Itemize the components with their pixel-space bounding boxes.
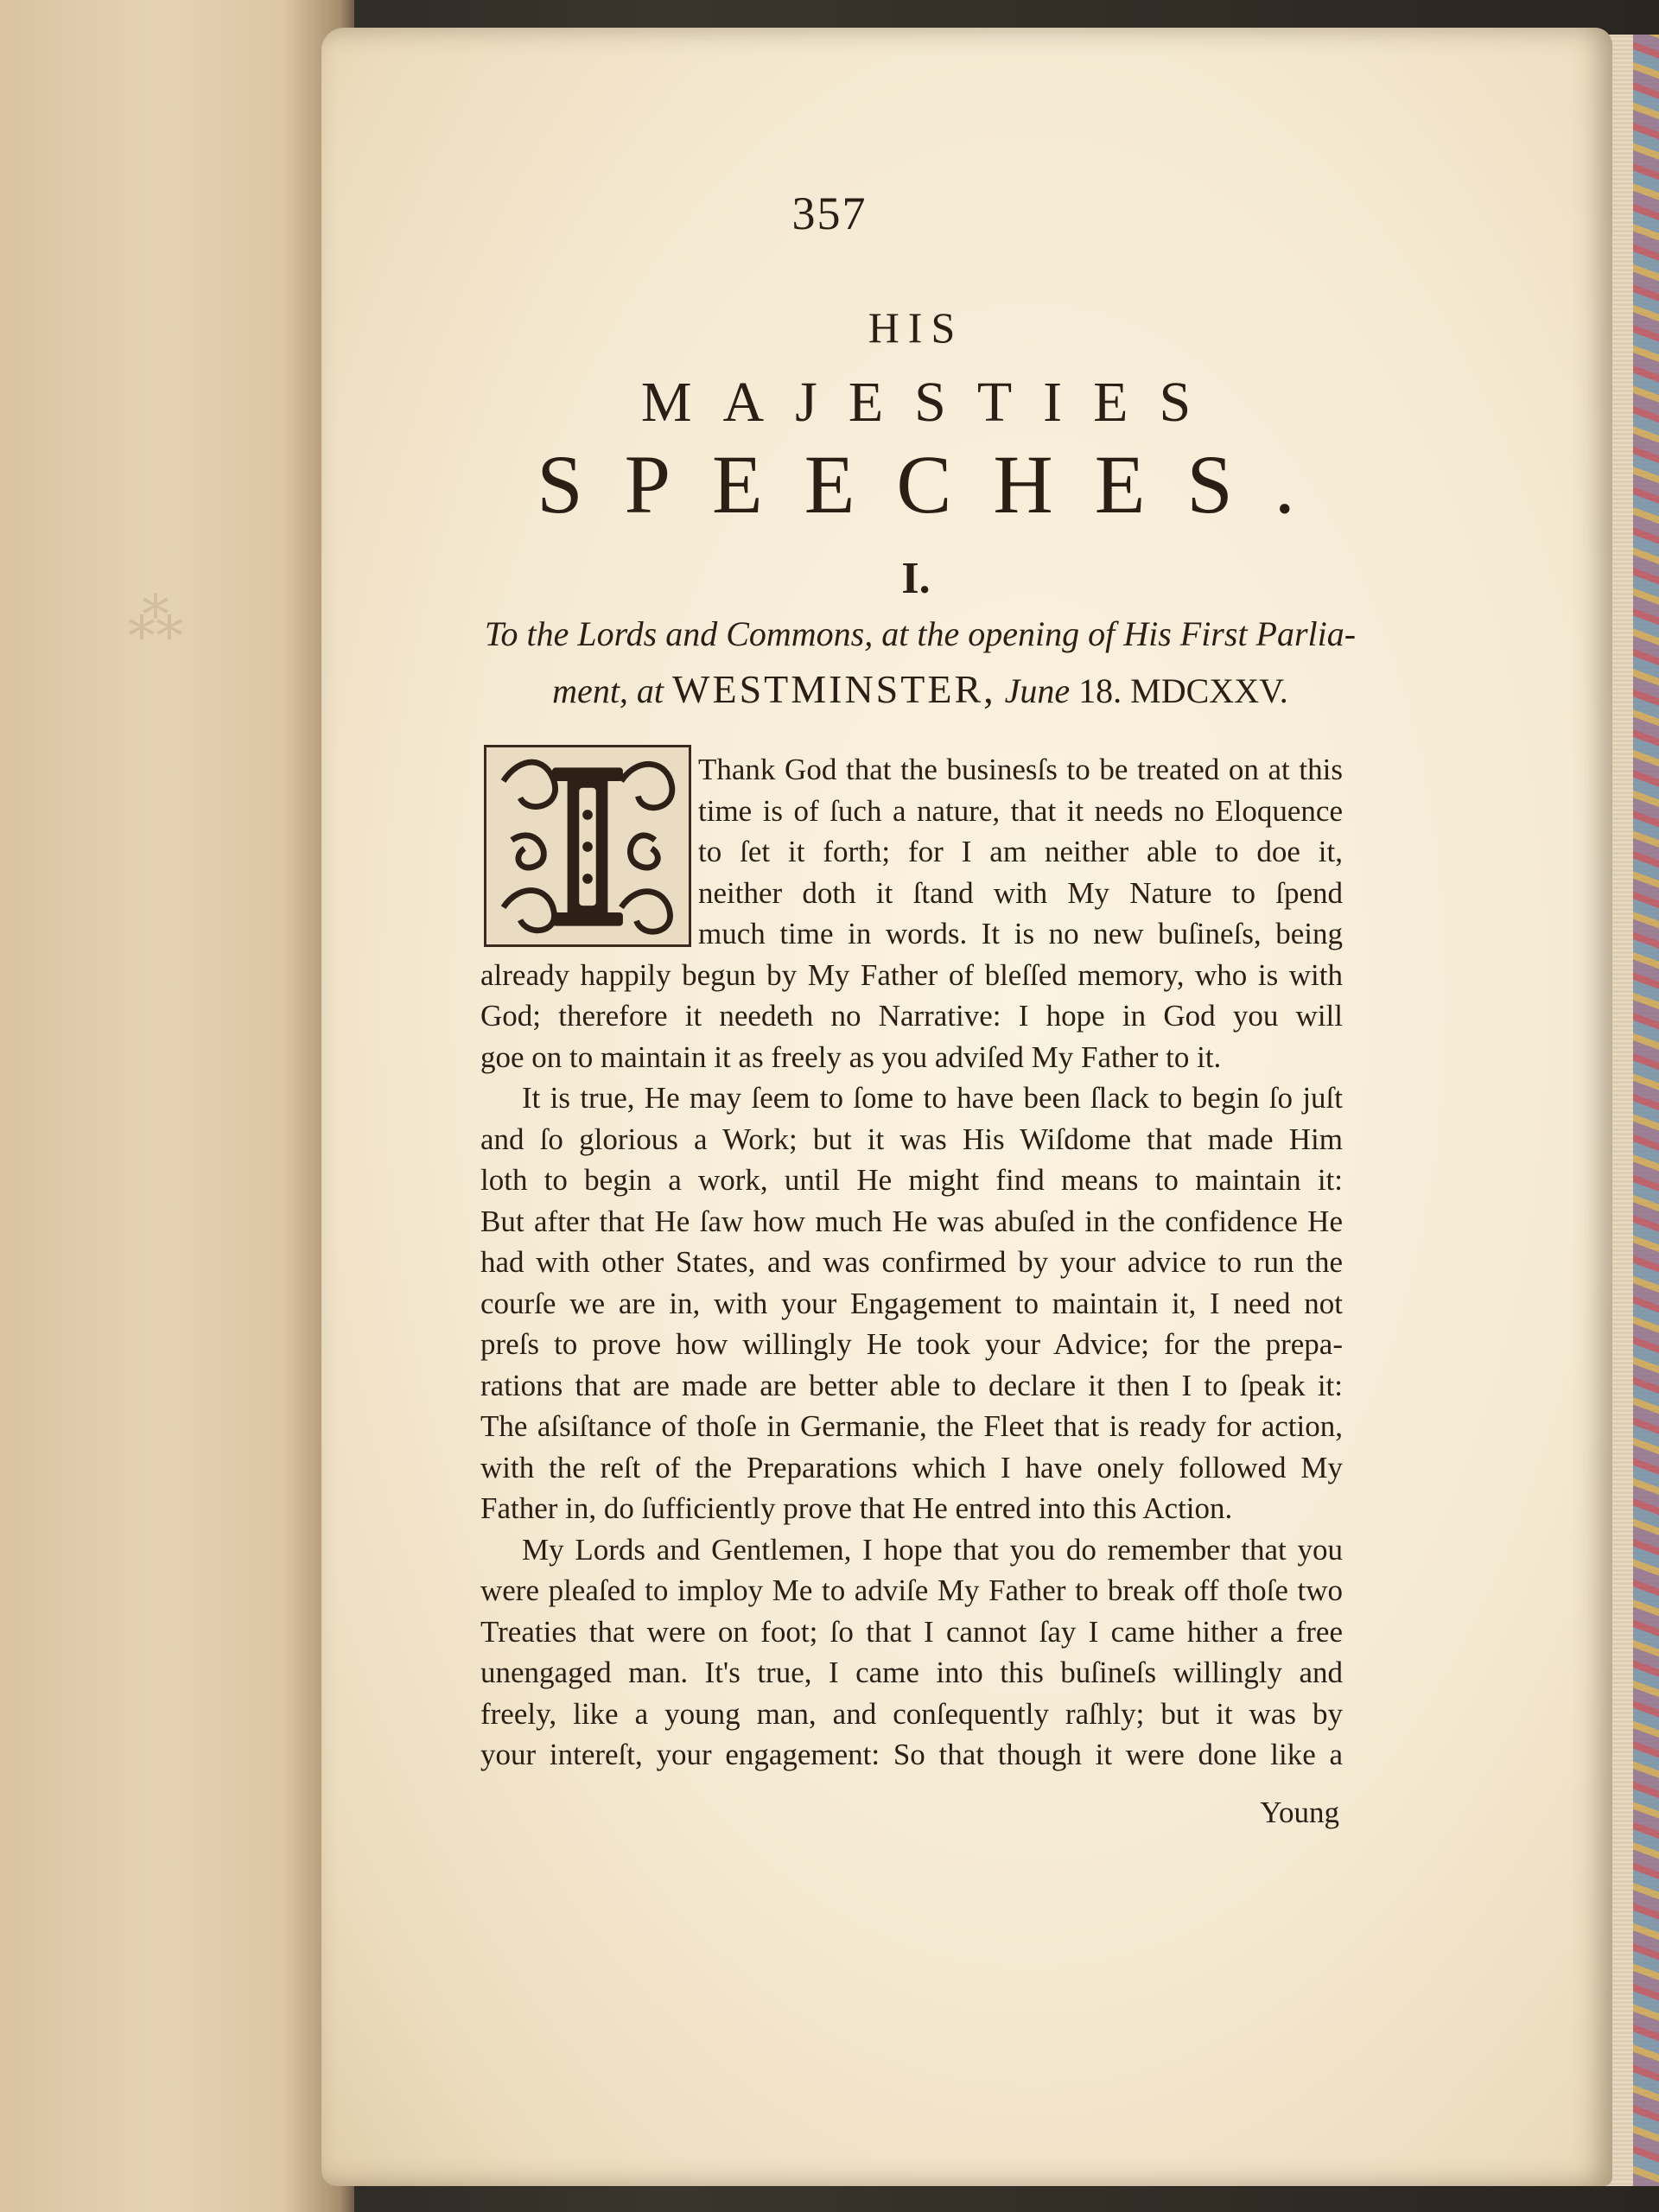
body-line: The aſsiſtance of thoſe in Germanie, the Fleet that is ready for action, <box>480 1409 1343 1443</box>
body-line: much time in words. It is no new buſineſs, being <box>698 917 1343 950</box>
body-line: goe on to maintain it as freely as you adviſed My Father to it. <box>480 1039 1222 1074</box>
subtitle-ment-at: ment, at <box>552 671 664 710</box>
body-line: unengaged man. It's true, I came into this buſineſs willingly and <box>480 1656 1343 1689</box>
show-through-text: ⁂ <box>121 588 183 652</box>
body-line: freely, like a young man, and conſequently raſhly; but it was by <box>480 1696 1343 1731</box>
heading-majesties: MAJESTIES <box>640 371 1223 434</box>
subtitle-date: 18. MDCXXV. <box>1078 671 1288 710</box>
body-line: preſs to prove how willingly He took your Advice; for the prepa- <box>480 1327 1343 1361</box>
subtitle-june: June <box>1004 671 1071 710</box>
body-line: Treaties that were on foot; ſo that I cannot ſay I came hither a free <box>480 1614 1343 1649</box>
body-line: to ſet it forth; for I am neither able to doe it, <box>698 835 1343 868</box>
body-line: courſe we are in, with your Engagement to maintain it, I need not <box>480 1286 1343 1320</box>
subtitle-westminster: WESTMINSTER, <box>672 667 996 711</box>
body-line: were pleaſed to imploy Me to adviſe My Father to break off thoſe two <box>480 1573 1343 1607</box>
body-line: But after that He ſaw how much He was abuſed in the confidence He <box>480 1204 1343 1238</box>
body-line: loth to begin a work, until He might find means to maintain it: <box>480 1163 1343 1197</box>
subtitle-line-1: To the Lords and Commons, at the opening of His First Parlia- <box>484 614 1357 653</box>
body-line: your intereſt, your engagement: So that though it were done like a <box>480 1738 1343 1771</box>
body-line: neither doth it ſtand with My Nature to ſpend <box>698 875 1343 910</box>
body-line: Thank God that the businesſs to be treated on at this <box>698 753 1343 786</box>
heading-his: HIS <box>868 303 964 352</box>
left-facing-page <box>0 0 354 2212</box>
marbled-edge <box>1633 35 1659 2186</box>
body-line: Father in, do ſufficiently prove that He entred into this Action. <box>480 1491 1233 1525</box>
catchword: Young <box>1260 1796 1339 1829</box>
page-number: 357 <box>791 188 868 239</box>
body-line: and ſo glorious a Work; but it was His Wiſdome that made Him <box>480 1122 1343 1156</box>
body-line: with the reſt of the Preparations which I have onely followed My <box>480 1450 1343 1484</box>
body-line: time is of ſuch a nature, that it needs no Eloquence <box>698 793 1343 828</box>
body-line: already happily begun by My Father of bleſſed memory, who is with <box>480 957 1343 992</box>
section-number: I. <box>901 554 931 603</box>
body-line: had with other States, and was confirmed by your advice to run the <box>480 1245 1343 1279</box>
ornamental-initial-i <box>484 745 691 947</box>
body-line: God; therefore it needeth no Narrative: I hope in God you will <box>480 999 1343 1033</box>
subtitle-line-2 <box>484 664 1357 717</box>
heading-speeches: SPEECHES. <box>537 438 1337 531</box>
ornamental-initial-i-graphic <box>486 747 689 944</box>
body-line: It is true, He may ſeem to ſome to have been ſlack to begin ſo juſt <box>522 1081 1343 1115</box>
body-line: My Lords and Gentlemen, I hope that you do remember that you <box>522 1532 1343 1567</box>
body-line: rations that are made are better able to declare it then I to ſpeak it: <box>480 1368 1343 1402</box>
